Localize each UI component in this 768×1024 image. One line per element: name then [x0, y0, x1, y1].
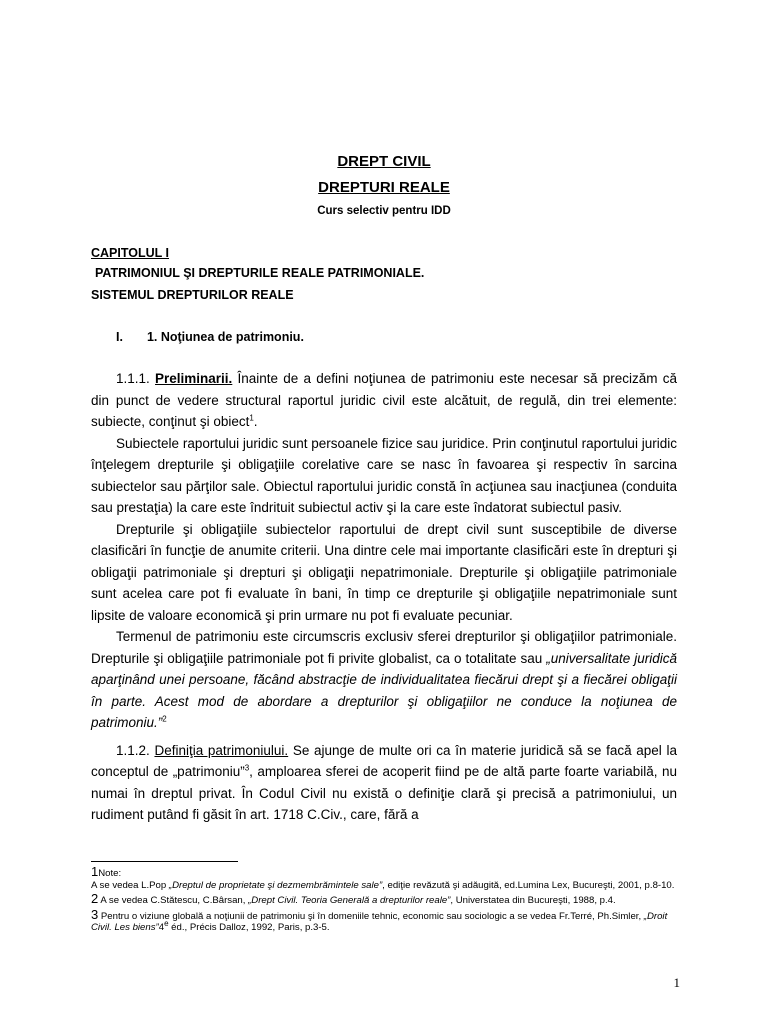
- footnote-citation: „Drept Civil. Teoria Generală a drepturilor reale”: [248, 895, 451, 906]
- footnote-citation: „Droit Civil. Les biens”: [91, 910, 668, 933]
- footnote-text: Pentru o viziune globală a noţiunii de patrimoniu şi în domeniile tehnic, economic sau sociologic a se vedea Fr.Terré, Ph.Simler,: [98, 910, 644, 922]
- footnote-ref: 3: [244, 763, 250, 773]
- subsection-heading: Definiţia patrimoniului.: [154, 742, 289, 758]
- footnote-text: A se vedea C.Stătescu, C.Bârsan,: [98, 895, 249, 906]
- paragraph-text: Se ajunge de multe ori ca în materie juridică să se facă apel la conceptul de „patrimoniu”: [91, 742, 677, 779]
- paragraph-text: .: [253, 414, 258, 429]
- quotation: „universalitate juridică aparţinând unei persoane, făcând abstracţie de individualitatea fiecărui drept şi a fiecărei obligaţii în parte. Acest mod de abordare a drepturilor şi obligaţiilor ne conduce la noţiunea de patrimoniu.”: [91, 650, 678, 730]
- footnote-text: 4: [158, 922, 165, 933]
- paragraph: [91, 626, 677, 734]
- paragraph-text: Termenul de patrimoniu este circumscris exclusiv sferei drepturilor şi obligaţiilor patrimoniale. Drepturile şi obligaţiile patrimoniale pot fi privite globalist, ca o totalitate sau: [91, 629, 677, 666]
- footnote-text: A se vedea L.Pop: [91, 879, 169, 891]
- footnote-ref: 1: [249, 413, 254, 423]
- subsection-number: 1.1.1.: [116, 371, 150, 386]
- page-number: 1: [673, 975, 680, 990]
- footnote-citation: „Dreptul de proprietate şi dezmembrămintele sale”: [168, 879, 383, 891]
- footnote-label: Note:: [98, 868, 122, 879]
- body-text: [91, 368, 677, 826]
- chapter-title-line2: SISTEMUL DREPTURILOR REALE: [91, 288, 294, 302]
- footnote-1: [91, 866, 681, 891]
- footnotes: [91, 866, 681, 934]
- footnote-superscript: e: [164, 918, 169, 928]
- footnote-3: [91, 906, 681, 934]
- paragraph: Subiectele raportului juridic sunt persoanele fizice sau juridice. Prin conţinutul raportului juridic înţelegem drepturile şi obligaţiile corelative care se nasc în favoarea şi respectiv în sarcina subiectelor sau părţilor sale. Obiectul raportului juridic constă în acţiunea sau inacţiunea (conduita sau prestaţia) la care este îndrituit subiectul activ şi la care este îndatorat subiectul pasiv.: [91, 435, 677, 515]
- chapter-title-line1: PATRIMONIUL ŞI DREPTURILE REALE PATRIMONIALE.: [95, 266, 425, 280]
- footnote-2: [91, 893, 681, 907]
- paragraph-preliminarii: [91, 368, 677, 433]
- section-roman: I.: [116, 330, 123, 344]
- paragraph-definitie: [91, 740, 677, 826]
- footnote-number: 1: [91, 864, 99, 879]
- document-title: DREPT CIVIL: [337, 153, 431, 170]
- footnote-number: 3: [91, 906, 99, 922]
- subsection-heading: Preliminarii.: [155, 371, 233, 386]
- subsection-number: 1.1.2.: [116, 742, 150, 758]
- chapter-label: CAPITOLUL I: [91, 246, 170, 260]
- document-subtitle: Curs selectiv pentru IDD: [317, 205, 451, 217]
- document-title-secondary: DREPTURI REALE: [318, 179, 450, 196]
- footnote-number: 2: [91, 891, 99, 906]
- section-title: 1. Noţiunea de patrimoniu.: [146, 330, 304, 344]
- footnote-text: éd., Précis Dalloz, 1992, Paris, p.3-5.: [168, 922, 330, 933]
- paragraph: Drepturile şi obligaţiile subiectelor raportului de drept civil sunt susceptibile de diverse clasificări în funcţie de anumite criterii. Una dintre cele mai importante clasificări este în drepturi şi obligaţii patrimoniale şi drepturi şi obligaţii nepatrimoniale. Drepturile şi obligaţiile patrimoniale sunt acelea care pot fi evaluate în bani, în timp ce drepturile şi obligaţiile nepatrimoniale sunt lipsite de valoare economică şi prin urmare nu pot fi evaluate pecuniar.: [91, 521, 677, 623]
- paragraph-text: Înainte de a defini noţiunea de patrimoniu este necesar să precizăm că din punct de vedere structural raportul juridic civil este alcătuit, de regulă, din trei elemente: subiecte, conţinut şi obiect: [91, 371, 677, 429]
- footnote-text: , Universtatea din Bucureşti, 1988, p.4.: [450, 895, 616, 906]
- section-heading: [116, 330, 304, 344]
- footnote-separator: [91, 861, 238, 862]
- footnote-ref: 2: [162, 714, 167, 724]
- paragraph-text: , amploarea sferei de acoperit fiind pe de altă parte foarte variabilă, nu numai în dreptul privat. În Codul Civil nu există o definiţie clară şi precisă a patrimoniului, un rudiment putând fi găsit în art. 1718 C.Civ., care, fără a: [91, 764, 677, 822]
- footnote-text: , ediţie revăzută şi adăugită, ed.Lumina Lex, Bucureşti, 2001, p.8-10.: [382, 879, 675, 891]
